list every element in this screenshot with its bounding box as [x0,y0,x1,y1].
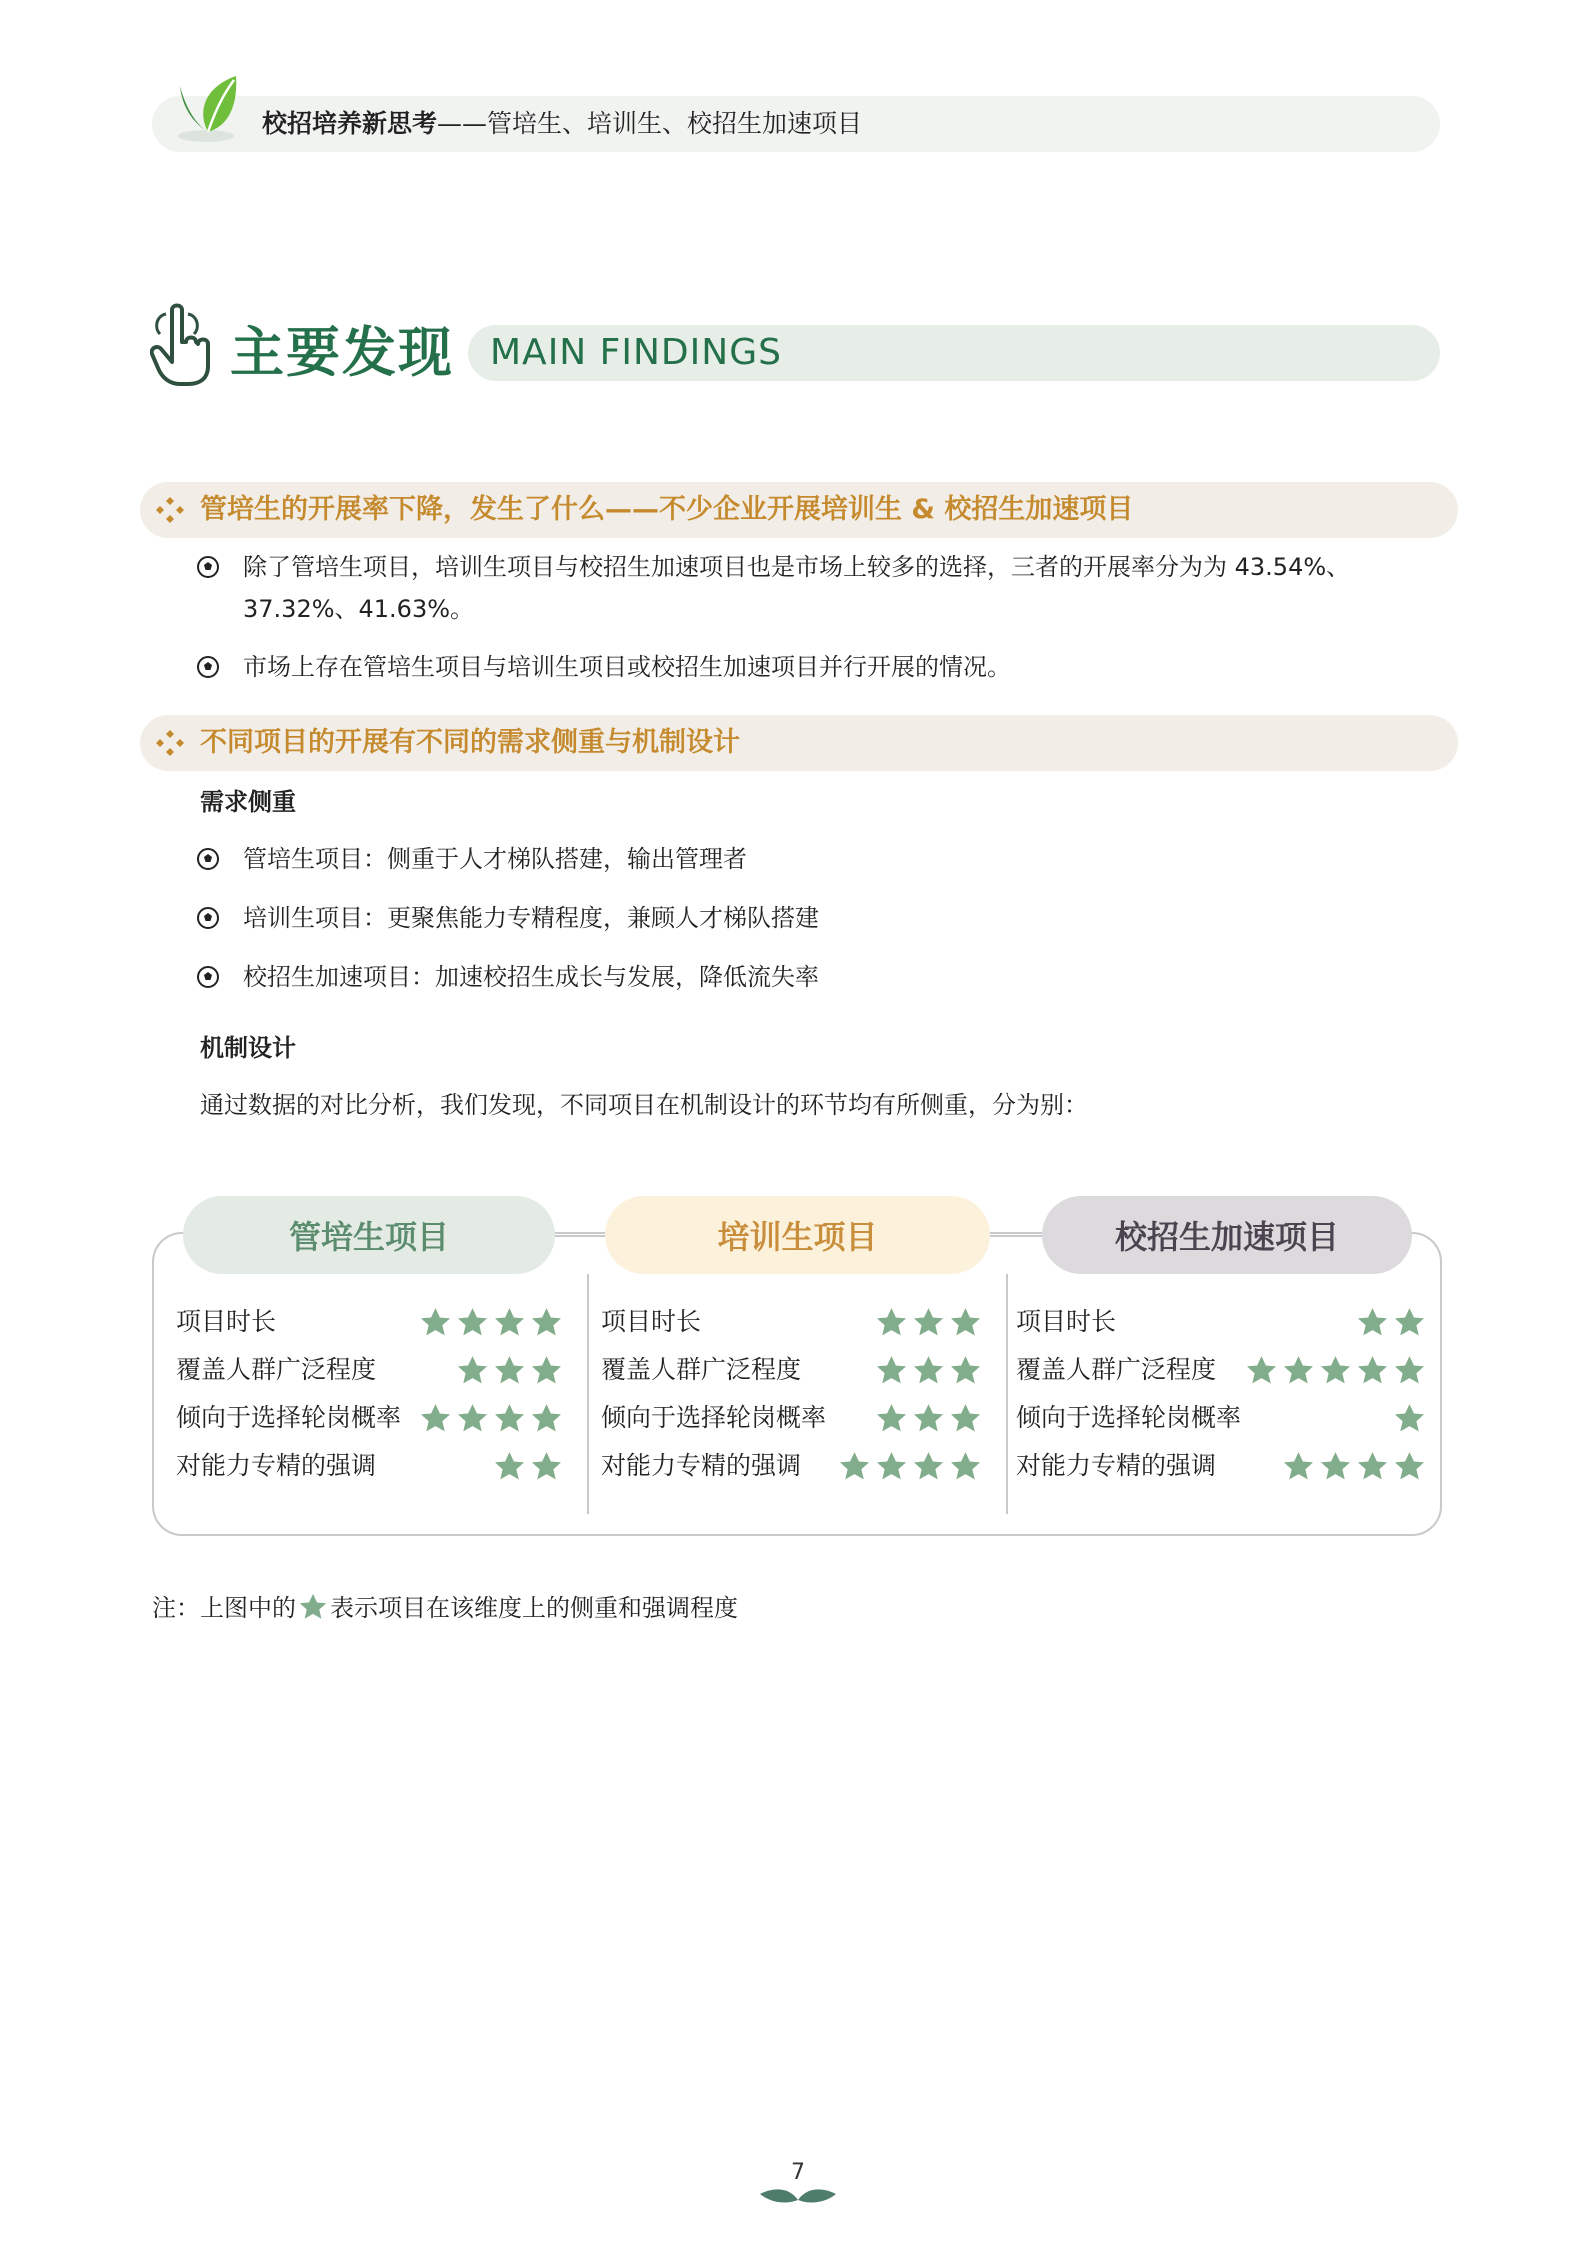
note-prefix: 注：上图中的 [152,1594,296,1622]
star-rating [1356,1306,1426,1339]
chart-note [152,1590,738,1626]
pointing-hand-icon [150,302,220,388]
star-icon [530,1402,563,1435]
page-number: 7 [791,2160,805,2185]
section2-heading: 不同项目的开展有不同的需求侧重与机制设计 [200,727,740,758]
star-icon [530,1306,563,1339]
star-icon [912,1354,945,1387]
star-icon [949,1402,982,1435]
main-findings-title: 主要发现 [230,321,454,384]
star-rating [875,1354,982,1387]
star-rating [419,1402,563,1435]
demand-item-2: 培训生项目：更聚焦能力专精程度，兼顾人才梯队搭建 [243,904,819,932]
header-title [262,106,862,142]
star-icon [419,1306,452,1339]
star-icon [949,1306,982,1339]
star-icon [419,1402,452,1435]
star-icon [875,1306,908,1339]
diamond-cluster-icon [156,729,184,757]
row-label: 项目时长 [176,1307,277,1336]
star-rating [1393,1402,1426,1435]
column-header-accelerator: 校招生加速项目 [1042,1196,1412,1274]
star-icon [530,1450,563,1483]
star-icon [838,1450,871,1483]
diamond-cluster-icon [156,496,184,524]
mechanism-title: 机制设计 [200,1034,296,1062]
star-icon [875,1450,908,1483]
star-icon [949,1450,982,1483]
star-icon [456,1402,489,1435]
star-icon [912,1402,945,1435]
leaf-logo-icon [172,70,244,146]
star-icon [1282,1354,1315,1387]
soccer-ball-bullet-icon [197,907,219,929]
demand-item-3: 校招生加速项目：加速校招生成长与发展，降低流失率 [243,963,819,991]
column-header-management-trainee: 管培生项目 [183,1196,555,1274]
row-label: 倾向于选择轮岗概率 [176,1403,402,1432]
panel-connector [555,1235,605,1237]
row-label: 对能力专精的强调 [1016,1451,1217,1480]
star-icon [875,1402,908,1435]
soccer-ball-bullet-icon [197,556,219,578]
row-label: 项目时长 [601,1307,702,1336]
star-icon [1393,1354,1426,1387]
soccer-ball-bullet-icon [197,848,219,870]
star-rating [1245,1354,1426,1387]
row-label: 项目时长 [1016,1307,1117,1336]
star-icon [1282,1450,1315,1483]
star-rating [1282,1450,1426,1483]
star-icon [912,1306,945,1339]
star-icon [1245,1354,1278,1387]
star-rating [456,1354,563,1387]
row-label: 覆盖人群广泛程度 [1016,1355,1217,1384]
row-label: 倾向于选择轮岗概率 [601,1403,827,1432]
star-icon [298,1592,328,1622]
star-icon [1356,1354,1389,1387]
star-rating [493,1450,563,1483]
star-icon [1393,1402,1426,1435]
star-icon [875,1354,908,1387]
mechanism-text: 通过数据的对比分析，我们发现，不同项目在机制设计的环节均有所侧重，分为别： [200,1091,1088,1119]
row-label: 对能力专精的强调 [176,1451,377,1480]
star-icon [1319,1450,1352,1483]
panel-connector [990,1235,1042,1237]
row-label: 覆盖人群广泛程度 [601,1355,802,1384]
star-icon [493,1354,526,1387]
section1-bullet1-line1: 除了管培生项目，培训生项目与校招生加速项目也是市场上较多的选择，三者的开展率分为为 43.54%、 [243,553,1351,581]
column-header-trainee: 培训生项目 [605,1196,990,1274]
star-rating [838,1450,982,1483]
note-suffix: 表示项目在该维度上的侧重和强调程度 [330,1594,738,1622]
star-icon [912,1450,945,1483]
row-label: 覆盖人群广泛程度 [176,1355,377,1384]
demand-title: 需求侧重 [200,788,296,816]
star-icon [456,1354,489,1387]
star-icon [493,1402,526,1435]
star-icon [493,1306,526,1339]
column-divider [587,1274,589,1514]
star-icon [1393,1306,1426,1339]
main-findings-subtitle: MAIN FINDINGS [490,332,782,373]
leaf-ornament-icon [758,2182,838,2210]
star-rating [875,1306,982,1339]
star-rating [875,1402,982,1435]
star-icon [1356,1450,1389,1483]
header-title-bold: 校招培养新思考 [262,109,438,138]
star-icon [456,1306,489,1339]
section1-bullet1-line2: 37.32%、41.63%。 [243,595,475,623]
header-title-rest: ——管培生、培训生、校招生加速项目 [437,109,863,138]
star-icon [949,1354,982,1387]
section1-heading: 管培生的开展率下降，发生了什么——不少企业开展培训生 & 校招生加速项目 [200,494,1134,525]
star-icon [1356,1306,1389,1339]
star-icon [1393,1450,1426,1483]
star-icon [530,1354,563,1387]
row-label: 对能力专精的强调 [601,1451,802,1480]
star-rating [419,1306,563,1339]
section1-bullet2: 市场上存在管培生项目与培训生项目或校招生加速项目并行开展的情况。 [243,653,1011,681]
star-icon [1319,1354,1352,1387]
demand-item-1: 管培生项目：侧重于人才梯队搭建，输出管理者 [243,845,747,873]
soccer-ball-bullet-icon [197,966,219,988]
star-icon [493,1450,526,1483]
column-divider [1006,1274,1008,1514]
row-label: 倾向于选择轮岗概率 [1016,1403,1242,1432]
soccer-ball-bullet-icon [197,656,219,678]
